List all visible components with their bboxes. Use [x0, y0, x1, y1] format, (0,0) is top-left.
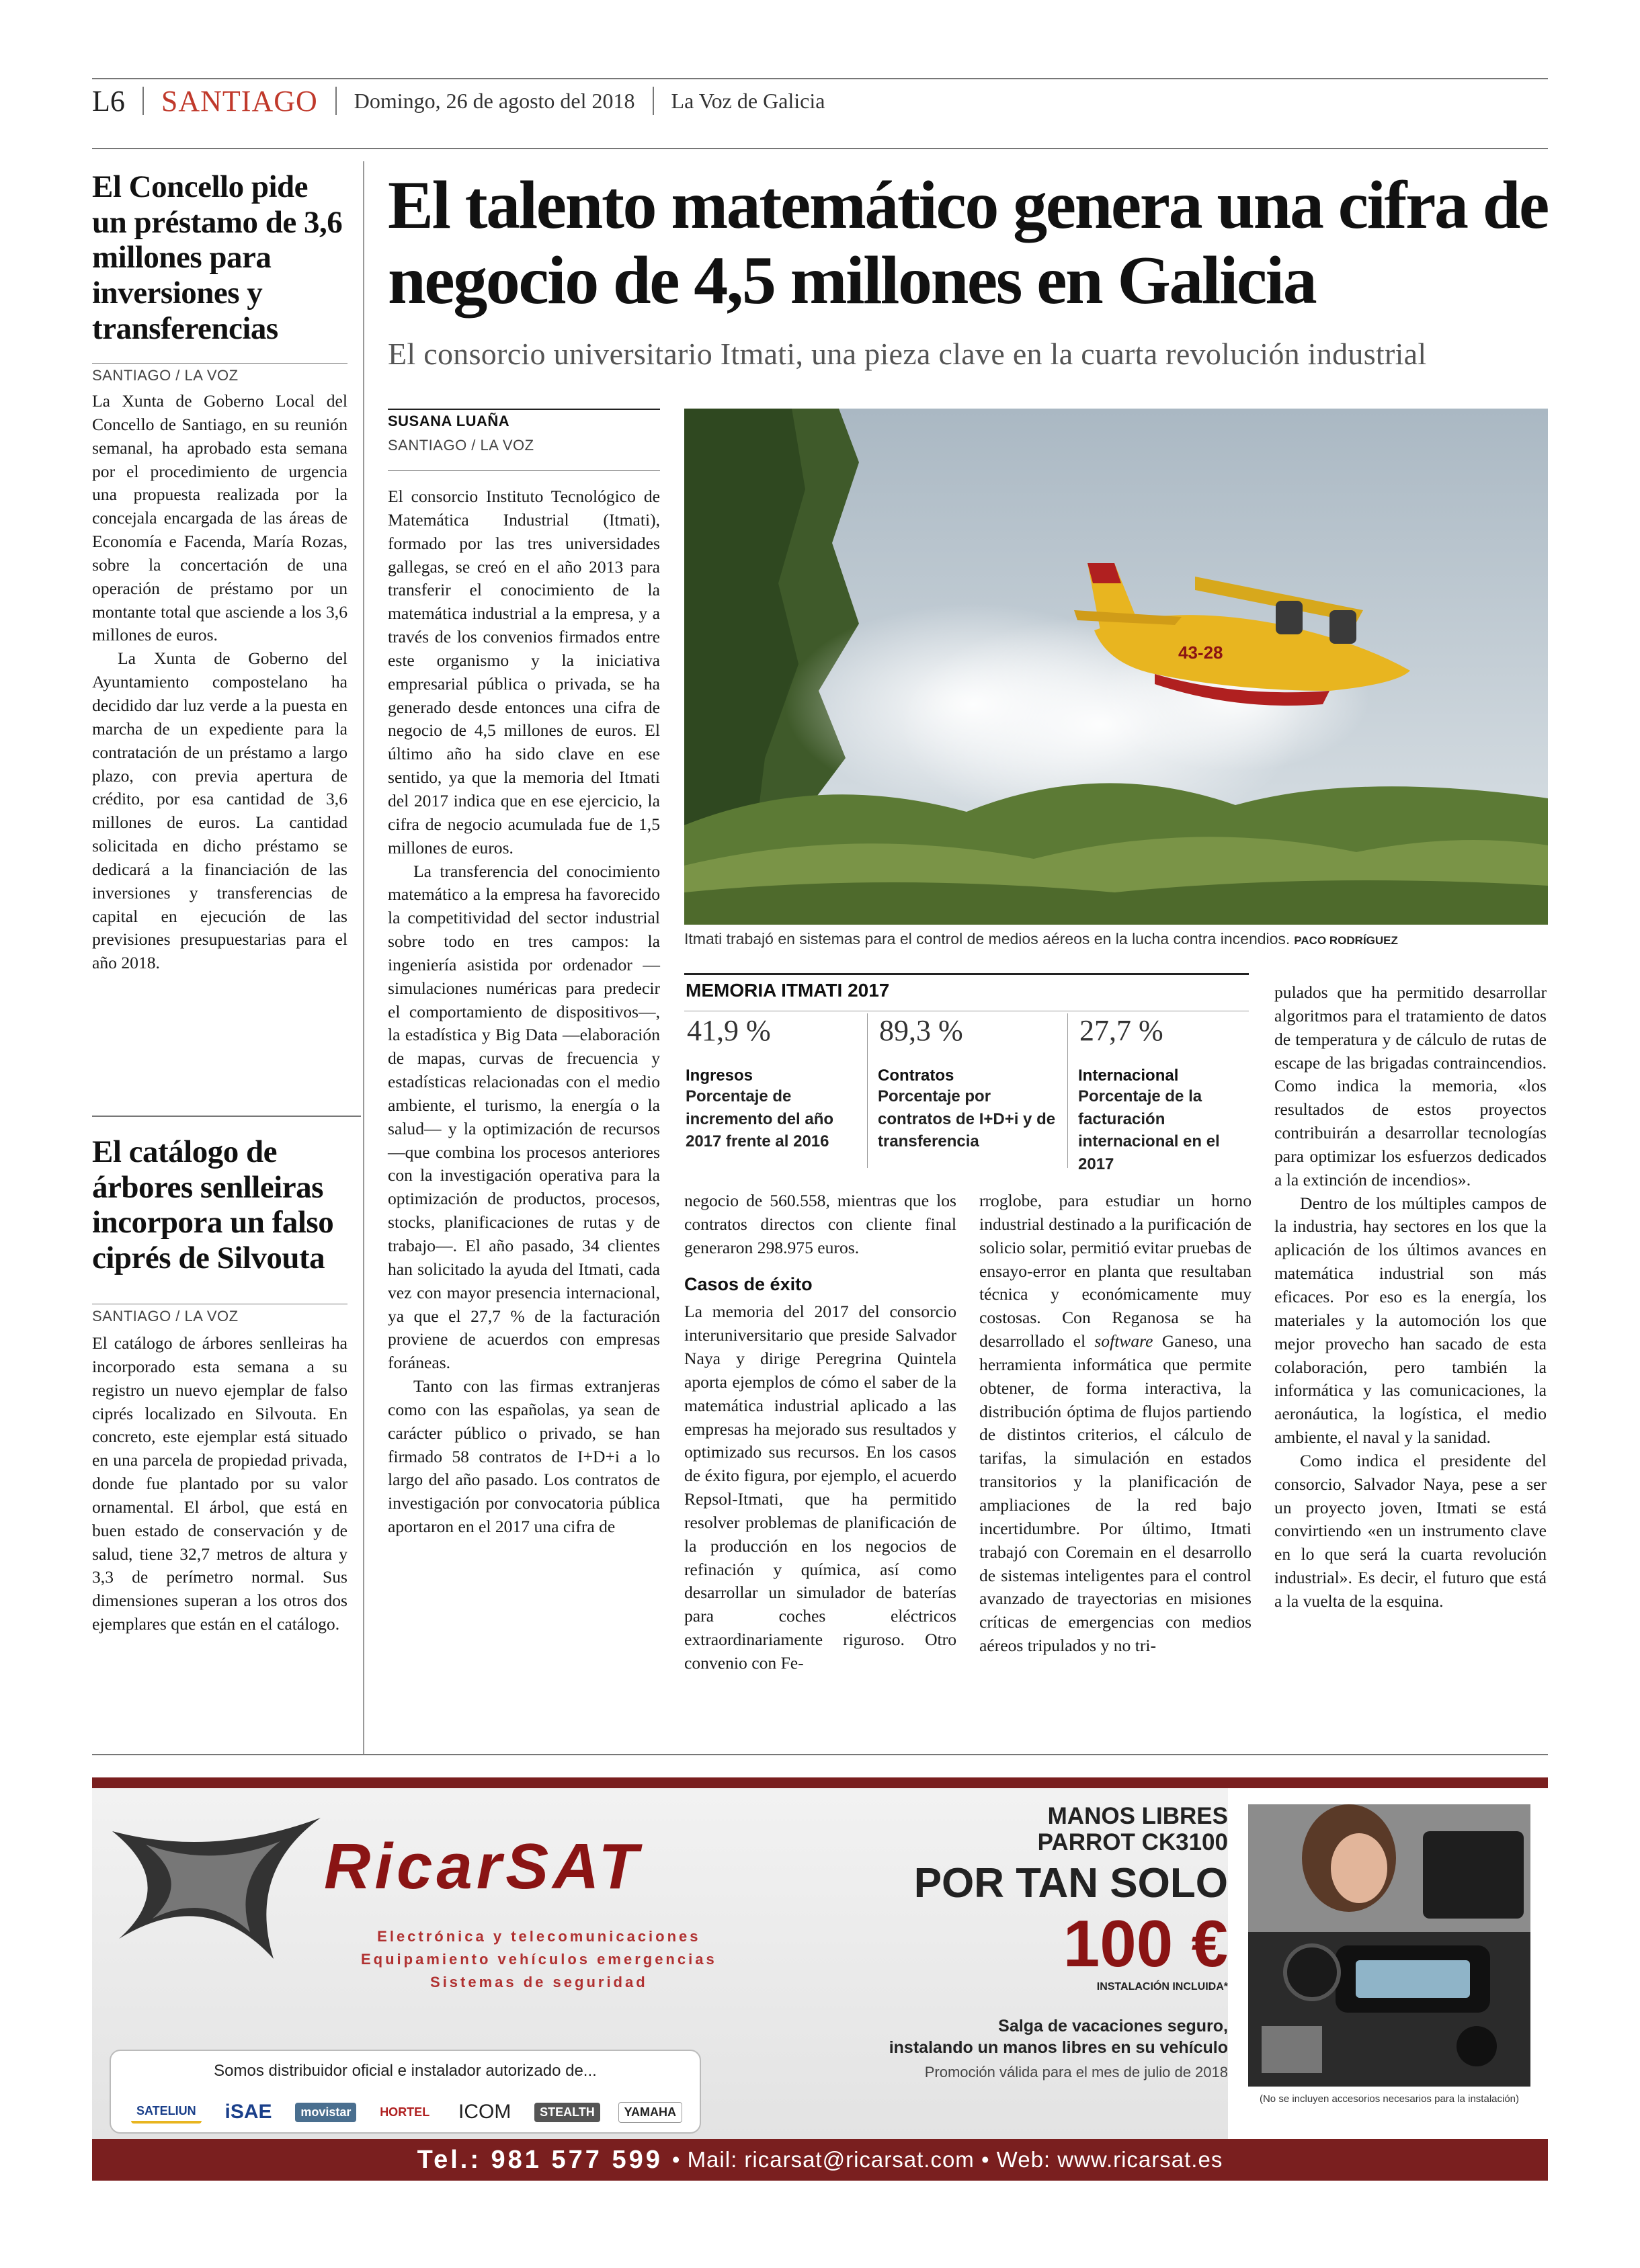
paragraph: Tanto con las firmas extranjeras como con las españolas, ya sean de carácter público o privado, se han firmado 58 contratos de I+D+i a lo largo del año pasado. Los contratos de investigación por convocatoria pública aportaron en el 2017 una cifra de: [388, 1376, 660, 1537]
author-name: [388, 413, 509, 430]
service-line: Equipamiento vehículos emergencias: [361, 1951, 717, 1968]
memoria-item-ingresos: [684, 1013, 866, 1168]
stat-description: Porcentaje de incremento del año 2017 frente al 2016: [686, 1087, 834, 1151]
photo-credit: PACO RODRÍGUEZ: [1294, 934, 1398, 947]
service-line: Sistemas de seguridad: [430, 1974, 648, 1991]
distributor-logos: [131, 2098, 682, 2126]
folio-bottom-rule: [92, 148, 1548, 149]
ad-services: [361, 1925, 717, 1994]
main-column-3: [979, 1189, 1252, 1658]
photo-caption: [684, 930, 1548, 948]
main-deck: El consorcio universitario Itmati, una pieza clave en la cuarta revolución industrial: [388, 337, 1427, 371]
distributor-title: Somos distribuidor oficial e instalador autorizado de...: [214, 2062, 597, 2080]
folio: [92, 82, 825, 120]
stat-description: Porcentaje de la facturación internacional en el 2017: [1078, 1087, 1220, 1173]
offer-validity: Promoción válida para el mes de julio de 2018: [924, 2063, 1228, 2081]
seaplane-illustration: [684, 409, 1548, 925]
folio-separator: [653, 87, 654, 115]
ad-phone: Tel.: 981 577 599: [417, 2145, 663, 2174]
brand-logo: iSAE: [224, 2101, 272, 2123]
main-headline: El talento matemático genera una cifra de negocio de 4,5 millones en Galicia: [388, 167, 1548, 319]
author: SUSANA LUAÑA: [388, 413, 510, 429]
memoria-infobox: [684, 973, 1249, 1175]
slogan-line: instalando un manos libres en su vehículo: [889, 2038, 1228, 2057]
paragraph: Dentro de los múltiples campos de la industria, hay sectores en los que la aplicación de los últimos avances en matemática industrial son más eficaces. Por eso es la energía, los materiales y la automoción los que mejor provecho han sacado de esta colaboración, pero también la informática y las comunicaciones, la aeronáutica, la logística, el medio ambiente, el naval y la sanidad.: [1274, 1193, 1547, 1447]
brand-logo: HORTEL: [380, 2105, 430, 2119]
main-column-2: [684, 1189, 956, 1675]
text-run: Ganeso, una herramienta informática que permite obtener, de forma interactiva, la distribución óptima de flujos partiendo de distintos criterios, el cálculo de tarifas, la simulación en estados transitorios y la planificación de ampliaciones de la red bajo incertidumbre. Por último, Itmati trabajó con Coremain en el desarrollo de sistemas inteligentes para el control avanzado de trayectorias en misiones críticas de emergencias con medios aéreos tripulados y no tri-: [979, 1331, 1252, 1656]
seaplane-photo: [684, 409, 1548, 925]
side-story-1-headline: El Concello pide un préstamo de 3,6 millones para inversiones y transferencias: [92, 169, 343, 346]
paragraph: La Xunta de Goberno Local del Concello de Santiago, en su reunión semanal, ha aprobado esta semana por el procedimiento de urgencia una propuesta realizada por la concejala encargada de las áreas de Economía e Facenda, María Rozas, sobre la concertación de una operación de préstamo por un montante total que asciende a los 3,6 millones de euros.: [92, 391, 347, 645]
ricarsat-advertisement[interactable]: [92, 1777, 1548, 2181]
issue-date: Domingo, 26 de agosto del 2018: [354, 88, 635, 113]
memoria-divider: [1067, 1013, 1068, 1168]
side-story-1-body: [92, 390, 347, 975]
aircraft-marking: 43-28: [1178, 642, 1223, 663]
stat-description: Porcentaje por contratos de I+D+i y de transferencia: [878, 1087, 1056, 1151]
paragraph: El consorcio Instituto Tecnológico de Matemática Industrial (Itmati), formado por las tres universidades gallegas, se creó en el año 2013 para transferir el conocimiento de la matemática industrial a la empresa, y a través de los convenios firmados entre este organismo y la iniciativa empresarial pública o privada, se ha generado desde entonces una cifra de negocio de 4,5 millones de euros. El último año ha sido clave en ese sentido, ya que la memoria del Itmati del 2017 indica que en ese ejercicio, la cifra de negocio acumulada fue de 1,5 millones de euros.: [388, 487, 660, 857]
brand-logo: ICOM: [458, 2101, 511, 2123]
paragraph: negocio de 560.558, mientras que los contratos directos con cliente final generaron 298.975 euros.: [684, 1191, 956, 1257]
side-story-rule: [92, 1116, 361, 1117]
ad-offer: [889, 1803, 1228, 2081]
main-column-1: [388, 485, 660, 1539]
page-number: L6: [92, 84, 125, 118]
newspaper-name: La Voz de Galicia: [671, 88, 825, 113]
ricarsat-brand: RicarSAT: [324, 1831, 643, 1902]
folio-separator: [142, 87, 144, 115]
caption-text: Itmati trabajó en sistemas para el control de medios aéreos en la lucha contra incendios.: [684, 930, 1290, 948]
stat-value: 41,9 %: [687, 1014, 771, 1047]
service-line: Electrónica y telecomunicaciones: [377, 1928, 701, 1945]
brand-logo: movistar: [295, 2103, 356, 2122]
stat-value: 89,3 %: [879, 1014, 963, 1047]
italic-term: software: [1094, 1331, 1153, 1351]
offer-product-model: PARROT CK3100: [1037, 1829, 1228, 1856]
paragraph: La transferencia del conocimiento matemático a la empresa ha favorecido la competitividad del sector industrial sobre todo en tres campos: la ingeniería asistida por ordenador —simulaciones numéricas para predecir el comportamiento de dispositivos—, la estadística y Big Data —elaboración de mapas, curvas de frecuencia y estadísticas relacionadas con el medio ambiente, el turismo, la energía o la salud— y la optimización de recursos —que combina los procesos anteriores con la investigación operativa para la optimización de productos, procesos, stocks, planificaciones de rutas y de trabajo—. El año pasado, 34 clientes han solicitado la ayuda del Itmati, cada vez con mayor presencia internacional, ya que el 27,7 % de la facturación proviene de acuerdos con empresas foráneas.: [388, 861, 660, 1373]
slogan-line: Salga de vacaciones seguro,: [998, 2017, 1228, 2036]
stat-label: Internacional: [1078, 1066, 1179, 1085]
memoria-title: MEMORIA ITMATI 2017: [686, 980, 890, 1001]
side-story-2-byline: SANTIAGO / LA VOZ: [92, 1308, 239, 1325]
column-rule: [363, 161, 364, 1754]
side-story-2-headline: El catálogo de árbores senlleiras incorpora un falso ciprés de Silvouta: [92, 1134, 334, 1275]
side-story-2-body: [92, 1332, 347, 1636]
section-name: SANTIAGO: [161, 84, 318, 118]
brand-logo: YAMAHA: [618, 2102, 682, 2123]
folio-top-rule: [92, 78, 1548, 79]
stat-label: Contratos: [878, 1066, 954, 1085]
article-bottom-rule: [92, 1754, 1548, 1755]
paragraph: pulados que ha permitido desarrollar algoritmos para el tratamiento de datos de temperatura y de cálculo de rutas de escape de las brigadas contraincendios. Como indica la memoria, «los resultados de estos proyectos contribuirán a desarrollar tecnologías para optimizar los esfuerzos dedicados a la extinción de incendios».: [1274, 982, 1547, 1189]
main-column-4: [1274, 981, 1547, 1613]
memoria-item-internacional: [1077, 1013, 1249, 1173]
ad-product-photo: [1248, 1804, 1530, 2087]
ad-disclaimer: (No se incluyen accesorios necesarios para la instalación): [1259, 2093, 1520, 2105]
paragraph: El catálogo de árbores senlleiras ha incorporado esta semana a su registro un nuevo ejemplar de falso ciprés localizado en Silvouta. En concreto, este ejemplar está situado en una parcela de propiedad privada, donde fue plantado por su valor ornamental. El árbol, que está en buen estado de conservación y de salud, tiene 32,7 metros de altura y 3,3 de perímetro normal. Sus dimensiones superan a los otros dos ejemplares que están en el catálogo.: [92, 1333, 347, 1634]
text-run: rroglobe, para estudiar un horno industrial destinado a la purificación de solicio solar, permitió evitar pruebas de ensayo-error en planta que resultaban técnica y económicamente muy costosas. Con Reganosa se ha desarrollado el: [979, 1191, 1252, 1351]
byline-rule: [388, 470, 660, 471]
offer-product-line: MANOS LIBRES: [1047, 1803, 1228, 1829]
side-story-1-byline: SANTIAGO / LA VOZ: [92, 367, 239, 384]
subheading: Casos de éxito: [684, 1273, 813, 1294]
memoria-item-contratos: [876, 1013, 1058, 1168]
car-handsfree-illustration: [1248, 1804, 1530, 2087]
ad-contact-bar: [92, 2139, 1548, 2181]
offer-slogan: [889, 2016, 1228, 2058]
distributor-box: [110, 2050, 701, 2134]
memoria-divider: [867, 1013, 868, 1168]
offer-installation-note: INSTALACIÓN INCLUIDA*: [1096, 1981, 1228, 1993]
ad-top-bar: [92, 1777, 1548, 1788]
brand-logo: SATELIUN: [131, 2101, 202, 2124]
paragraph: [979, 1189, 1252, 1658]
main-byline: SANTIAGO / LA VOZ: [388, 437, 534, 454]
offer-headline: POR TAN SOLO: [913, 1860, 1228, 1907]
brand-logo: STEALTH: [534, 2103, 600, 2122]
offer-price: 100 €: [1063, 1906, 1228, 1980]
paragraph: La memoria del 2017 del consorcio interuniversitario que preside Salvador Naya y dirige Peregrina Quintela aporta ejemplos de cómo el saber de la matemática industrial aplicado a las empresas ha mejorado sus resultados y optimizado sus recursos. En los casos de éxito figura, por ejemplo, el acuerdo Repsol-Itmati, que ha permitido resolver problemas de planificación de la producción en los negocios de refinación y química, así como desarrollar un simulador de baterías para coches eléctricos extraordinariamente riguroso. Otro convenio con Fe-: [684, 1302, 956, 1673]
paragraph: Como indica el presidente del consorcio, Salvador Naya, pese a ser un proyecto joven, Itmati se está convirtiendo «en un instrumento clave en lo que será la cuarta revolución industrial». Es decir, el futuro que está a la vuelta de la esquina.: [1274, 1450, 1547, 1611]
stat-label: Ingresos: [686, 1066, 753, 1085]
folio-separator: [335, 87, 337, 115]
byline-rule: [92, 363, 347, 364]
ricarsat-star-logo-icon: [106, 1804, 327, 1966]
paragraph: La Xunta de Goberno del Ayuntamiento compostelano ha decidido dar luz verde a la puesta en marcha de un expediente para la contratación de un préstamo a largo plazo, con previa apertura de crédito, por esa cantidad de 3,6 millones de euros. La cantidad solicitada en dicho préstamo se dedicará a la financiación de las inversiones y transferencias de capital en ejecución de las previsiones presupuestarias para el año 2018.: [92, 648, 347, 973]
byline-rule: [388, 409, 660, 410]
ad-contact-details: • Mail: ricarsat@ricarsat.com • Web: www.ricarsat.es: [671, 2147, 1223, 2172]
stat-value: 27,7 %: [1079, 1014, 1163, 1047]
